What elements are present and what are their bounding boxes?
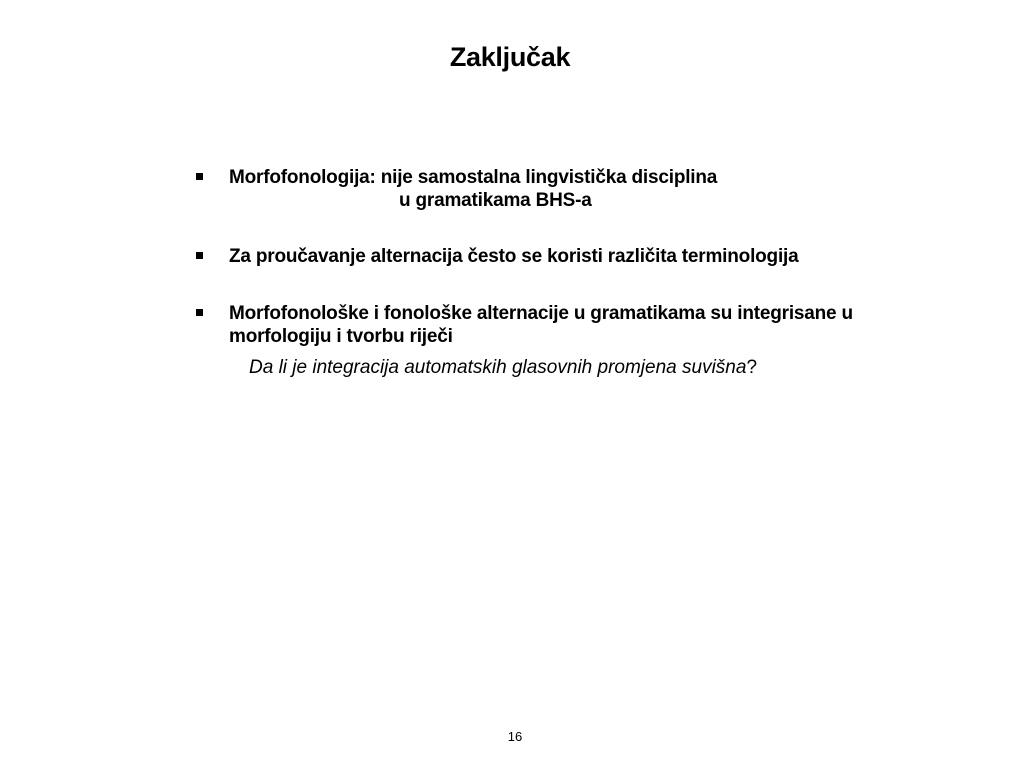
bullet-item-morfofonologija: [192, 166, 932, 212]
question-text: [249, 356, 932, 379]
question-mark: ?: [746, 357, 758, 378]
bullet-text-continuation: u gramatikama BHS-a: [399, 190, 592, 211]
bullet-text-line: Za proučavanje alternacija često se koristi različita terminologija: [229, 246, 799, 267]
square-bullet-icon: [196, 252, 203, 259]
bullet-text-line: Morfofonološke i fonološke alternacije u gramatikama su integrisane u morfologiju i tvorbu riječi: [229, 303, 853, 347]
square-bullet-icon: [196, 173, 203, 180]
bullet-list: [192, 166, 932, 379]
slide-title: Zaključak: [449, 42, 571, 72]
question-italic-text: Da li je integracija automatskih glasovnih promjena suvišna: [249, 357, 747, 378]
page-number: 16: [507, 729, 523, 744]
bullet-item-alternacije: [192, 302, 932, 379]
square-bullet-icon: [196, 309, 203, 316]
bullet-item-terminologija: [192, 245, 932, 268]
bullet-text-line: Morfofonologija: nije samostalna lingvistička disciplina: [229, 167, 718, 188]
